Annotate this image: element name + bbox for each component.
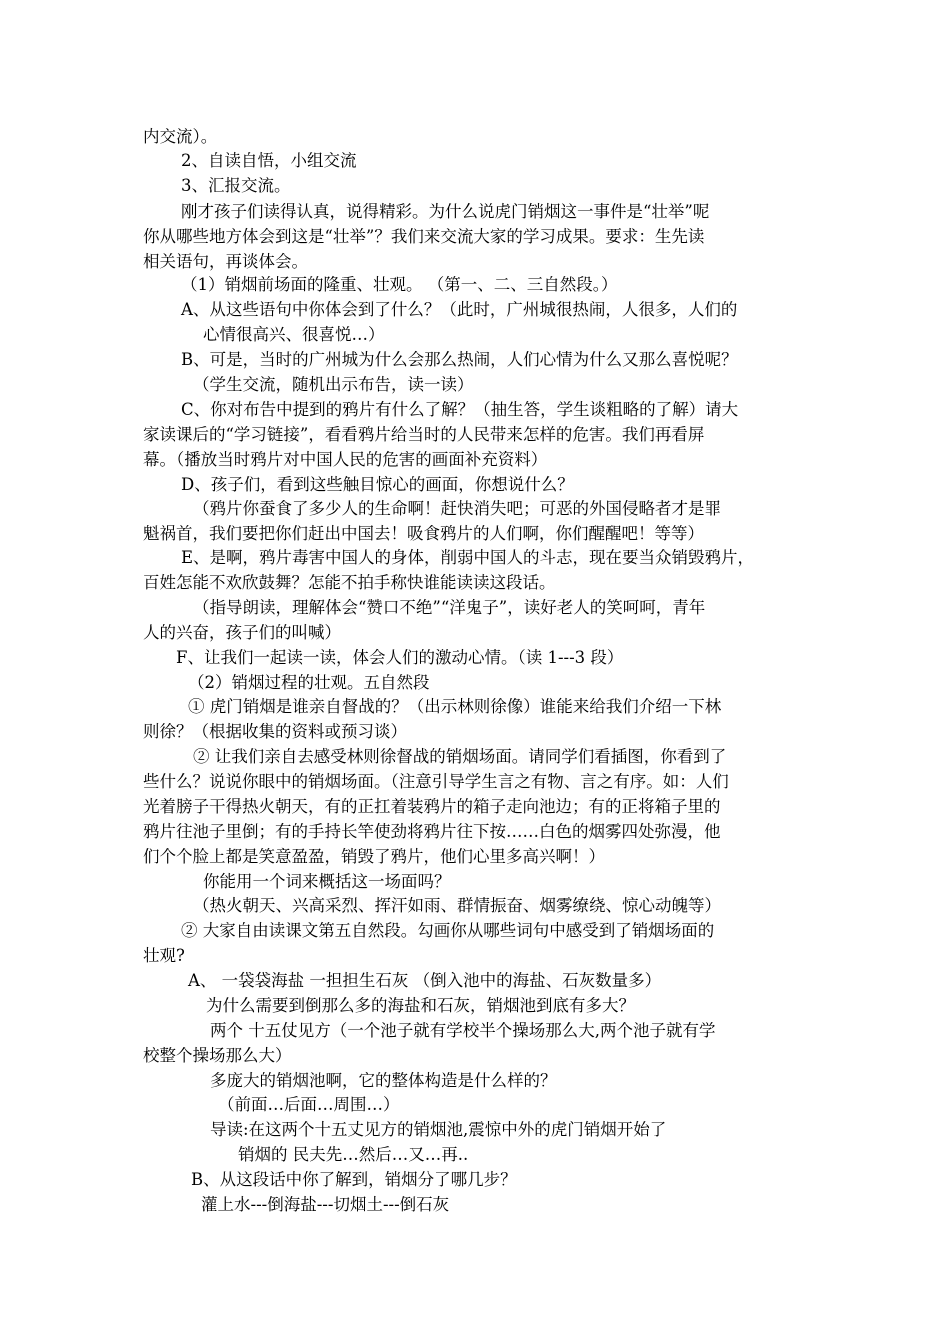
text-line: 魁祸首，我们要把你们赶出中国去！吸食鸦片的人们啊，你们醒醒吧！等等） bbox=[143, 524, 704, 543]
text-line: 导读:在这两个十五丈见方的销烟池,震惊中外的虎门销烟开始了 bbox=[210, 1120, 667, 1139]
text-line: 则徐？（根据收集的资料或预习谈） bbox=[143, 722, 407, 741]
text-line: 2、自读自悟，小组交流 bbox=[181, 151, 357, 170]
text-line: 刚才孩子们读得认真，说得精彩。为什么说虎门销烟这一事件是“壮举”呢 bbox=[181, 202, 710, 221]
text-line: 心情很高兴、很喜悦…） bbox=[203, 325, 385, 344]
text-line: ② 让我们亲自去感受林则徐督战的销烟场面。请同学们看插图，你看到了 bbox=[193, 747, 727, 766]
text-line: A、 一袋袋海盐 一担担生石灰 （倒入池中的海盐、石灰数量多） bbox=[188, 971, 662, 990]
text-line: （学生交流，随机出示布告，读一读） bbox=[193, 375, 474, 394]
text-line: C、你对布告中提到的鸦片有什么了解？（抽生答，学生谈粗略的了解）请大 bbox=[181, 400, 739, 419]
text-line: B、从这段话中你了解到，销烟分了哪几步？ bbox=[191, 1170, 517, 1189]
text-line: 校整个操场那么大） bbox=[143, 1046, 292, 1065]
text-line: 为什么需要到倒那么多的海盐和石灰，销烟池到底有多大？ bbox=[206, 996, 635, 1015]
text-line: ① 虎门销烟是谁亲自督战的？（出示林则徐像）谁能来给我们介绍一下林 bbox=[188, 697, 722, 716]
text-line: 多庞大的销烟池啊，它的整体构造是什么样的？ bbox=[210, 1071, 557, 1090]
text-line: 你从哪些地方体会到这是“壮举”？我们来交流大家的学习成果。要求：生先读 bbox=[143, 227, 705, 246]
text-line: 鸦片往池子里倒；有的手持长竿使劲将鸦片往下按……白色的烟雾四处弥漫，他 bbox=[143, 822, 721, 841]
text-line: 人的兴奋，孩子们的叫喊） bbox=[143, 623, 341, 642]
text-line: 们个个脸上都是笑意盈盈，销毁了鸦片，他们心里多高兴啊！） bbox=[143, 847, 605, 866]
text-line: E、是啊，鸦片毒害中国人的身体，削弱中国人的斗志，现在要当众销毁鸦片， bbox=[181, 548, 755, 567]
text-line: （1）销烟前场面的隆重、壮观。 （第一、二、三自然段。） bbox=[181, 275, 618, 294]
text-line: （前面…后面…周围…） bbox=[218, 1095, 400, 1114]
text-line: 你能用一个词来概括这一场面吗？ bbox=[203, 872, 451, 891]
text-line: 家读课后的“学习链接”，看看鸦片给当时的人民带来怎样的危害。我们再看屏 bbox=[143, 425, 705, 444]
text-line: 内交流）。 bbox=[143, 127, 218, 146]
text-line: 3、汇报交流。 bbox=[181, 176, 291, 195]
text-line: 壮观? bbox=[143, 946, 185, 965]
text-line: （指导朗读，理解体会“赞口不绝”“洋鬼子”，读好老人的笑呵呵，青年 bbox=[193, 598, 706, 617]
text-line: （热火朝天、兴高采烈、挥汗如雨、群情振奋、烟雾缭绕、惊心动魄等） bbox=[193, 896, 721, 915]
text-line: ② 大家自由读课文第五自然段。勾画你从哪些词句中感受到了销烟场面的 bbox=[181, 921, 715, 940]
text-line: 百姓怎能不欢欣鼓舞？怎能不拍手称快谁能读读这段话。 bbox=[143, 573, 556, 592]
text-line: F、让我们一起读一读，体会人们的激动心情。（读 1---3 段） bbox=[176, 648, 624, 667]
text-line: 光着膀子干得热火朝天，有的正扛着装鸦片的箱子走向池边；有的正将箱子里的 bbox=[143, 797, 721, 816]
text-line: D、孩子们，看到这些触目惊心的画面，你想说什么？ bbox=[181, 475, 574, 494]
text-line: 幕。（播放当时鸦片对中国人民的危害的画面补充资料） bbox=[143, 450, 548, 469]
text-line: 销烟的 民夫先…然后…又…再.. bbox=[238, 1145, 469, 1164]
text-line: 些什么？说说你眼中的销烟场面。（注意引导学生言之有物、言之有序。如：人们 bbox=[143, 772, 729, 791]
text-line: B、可是，当时的广州城为什么会那么热闹，人们心情为什么又那么喜悦呢？ bbox=[181, 350, 738, 369]
text-line: A、从这些语句中你体会到了什么？（此时，广州城很热闹，人很多，人们的 bbox=[181, 300, 738, 319]
text-line: （2）销烟过程的壮观。五自然段 bbox=[188, 673, 430, 692]
text-line: 灌上水---倒海盐---切烟土---倒石灰 bbox=[201, 1195, 450, 1214]
text-line: 两个 十五仗见方（一个池子就有学校半个操场那么大,两个池子就有学 bbox=[210, 1021, 716, 1040]
text-line: 相关语句，再谈体会。 bbox=[143, 252, 308, 271]
text-line: （鸦片你蚕食了多少人的生命啊！赶快消失吧；可恶的外国侵略者才是罪 bbox=[193, 499, 721, 518]
